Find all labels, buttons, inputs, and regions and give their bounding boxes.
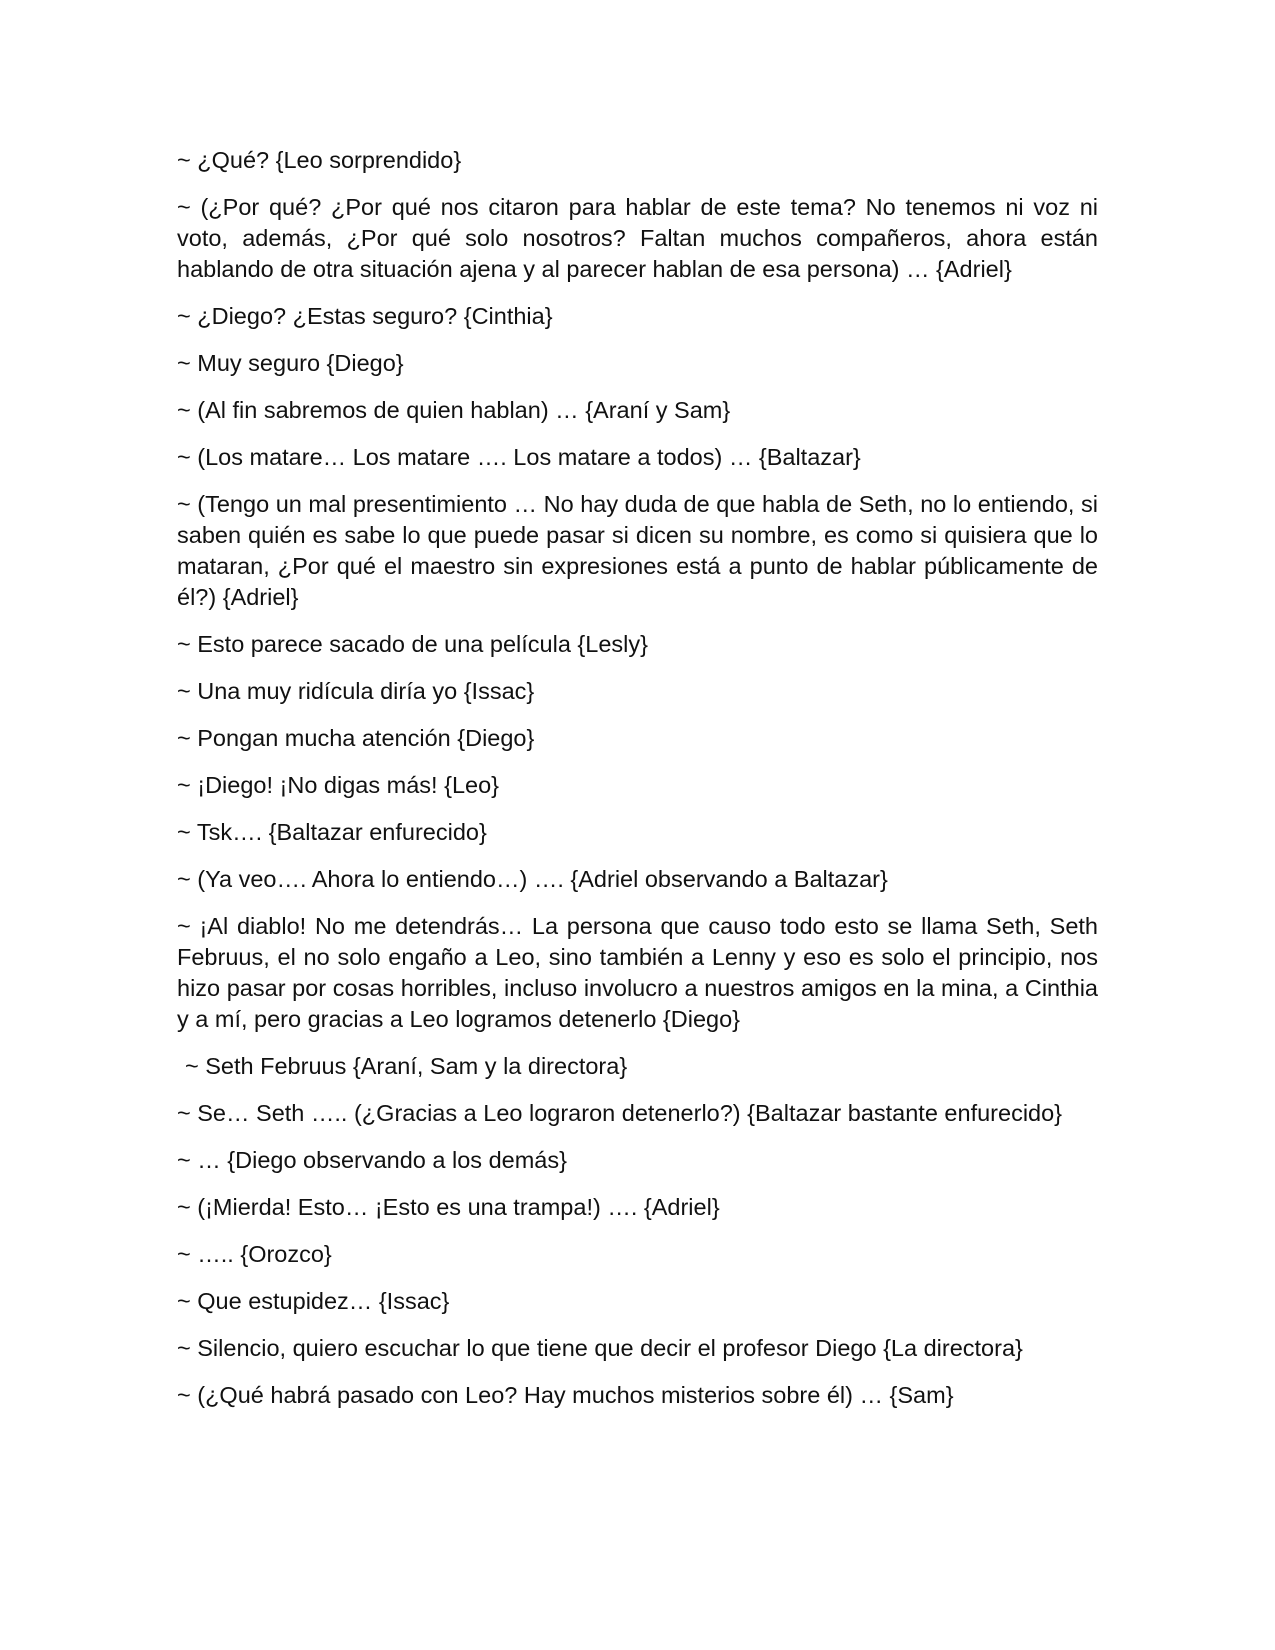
document-body (177, 145, 1098, 1427)
paragraph: ~ (Tengo un mal presentimiento … No hay duda de que habla de Seth, no lo entiendo, si saben quién es sabe lo que puede pasar si dicen su nombre, es como si quisiera que lo mataran, ¿Por qué el maestro sin expresiones está a punto de hablar públicamente de él?) {Adriel} (177, 491, 1098, 610)
paragraph: ~ ¡Al diablo! No me detendrás… La persona que causo todo esto se llama Seth, Seth Februus, el no solo engaño a Leo, sino también a Lenny y eso es solo el principio, nos hizo pasar por cosas horribles, incluso involucro a nuestros amigos en la mina, a Cinthia y a mí, pero gracias a Leo logramos detenerlo {Diego} (177, 913, 1098, 1032)
paragraph: ~ Tsk…. {Baltazar enfurecido} (177, 819, 487, 845)
paragraph: ~ ¿Qué? {Leo sorprendido} (177, 147, 462, 173)
paragraph: ~ (Los matare… Los matare …. Los matare a todos) … {Baltazar} (177, 444, 861, 470)
paragraph: ~ Esto parece sacado de una película {Lesly} (177, 631, 648, 657)
paragraph: ~ ¿Diego? ¿Estas seguro? {Cinthia} (177, 303, 553, 329)
paragraph: ~ (¿Por qué? ¿Por qué nos citaron para hablar de este tema? No tenemos ni voz ni voto, además, ¿Por qué solo nosotros? Faltan muchos compañeros, ahora están hablando de otra situación ajena y al parecer hablan de esa persona) … {Adriel} (177, 194, 1098, 282)
paragraph: ~ (Al fin sabremos de quien hablan) … {Araní y Sam} (177, 397, 731, 423)
paragraph: ~ (¿Qué habrá pasado con Leo? Hay muchos misterios sobre él) … {Sam} (177, 1382, 954, 1408)
paragraph: ~ Una muy ridícula diría yo {Issac} (177, 678, 535, 704)
paragraph: ~ Seth Februus {Araní, Sam y la directora} (185, 1053, 628, 1079)
paragraph: ~ Se… Seth ….. (¿Gracias a Leo lograron detenerlo?) {Baltazar bastante enfurecido} (177, 1100, 1063, 1126)
paragraph: ~ … {Diego observando a los demás} (177, 1147, 567, 1173)
paragraph: ~ Silencio, quiero escuchar lo que tiene que decir el profesor Diego {La directora} (177, 1335, 1023, 1361)
paragraph: ~ Muy seguro {Diego} (177, 350, 404, 376)
paragraph: ~ (¡Mierda! Esto… ¡Esto es una trampa!) …. {Adriel} (177, 1194, 720, 1220)
paragraph: ~ ¡Diego! ¡No digas más! {Leo} (177, 772, 500, 798)
paragraph: ~ Que estupidez… {Issac} (177, 1288, 450, 1314)
paragraph: ~ (Ya veo…. Ahora lo entiendo…) …. {Adriel observando a Baltazar} (177, 866, 888, 892)
paragraph: ~ ….. {Orozco} (177, 1241, 332, 1267)
paragraph: ~ Pongan mucha atención {Diego} (177, 725, 535, 751)
